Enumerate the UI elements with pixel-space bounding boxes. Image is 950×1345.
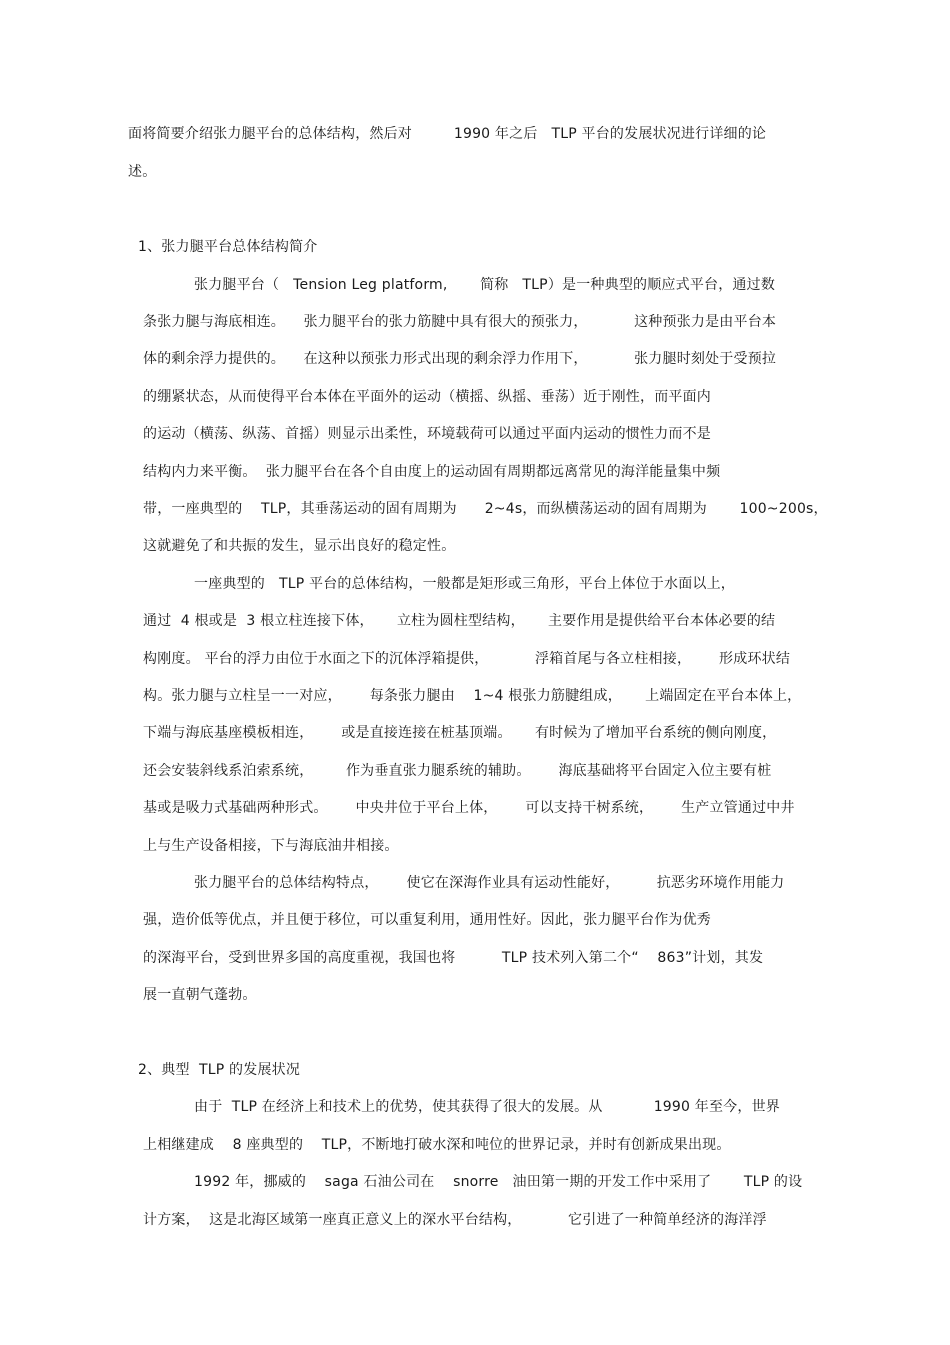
paragraph-line: 构刚度。 平台的浮力由位于水面之下的沉体浮箱提供， 浮箱首尾与各立柱相接， 形成环状结 — [143, 651, 791, 667]
paragraph-line: 带，一座典型的 TLP，其垂荡运动的固有周期为 2~4s，而纵横荡运动的固有周期为 100~200s， — [143, 501, 828, 517]
paragraph-line: 计方案， 这是北海区域第一座真正意义上的深水平台结构， 它引进了一种简单经济的海洋浮 — [143, 1212, 767, 1228]
section-1-heading: 1、张力腿平台总体结构简介 — [138, 239, 318, 255]
section-2-heading: 2、典型 TLP 的发展状况 — [138, 1062, 301, 1078]
paragraph-line: 的运动（横荡、纵荡、首摇）则显示出柔性，环境载荷可以通过平面内运动的惯性力而不是 — [143, 426, 711, 442]
paragraph-line: 的绷紧状态，从而使得平台本体在平面外的运动（横摇、纵摇、垂荡）近于刚性，而平面内 — [143, 389, 711, 405]
paragraph-line: 上相继建成 8 座典型的 TLP，不断地打破水深和吨位的世界记录，并时有创新成果出现。 — [143, 1137, 731, 1153]
intro-line-1: 面将简要介绍张力腿平台的总体结构，然后对 1990 年之后 TLP 平台的发展状况进行详细的论 — [128, 126, 767, 142]
paragraph-line: 上与生产设备相接，下与海底油井相接。 — [143, 838, 399, 854]
paragraph-line: 由于 TLP 在经济上和技术上的优势，使其获得了很大的发展。从 1990 年至今，世界 — [194, 1099, 780, 1115]
paragraph-line: 强，造价低等优点，并且便于移位，可以重复利用，通用性好。因此，张力腿平台作为优秀 — [143, 912, 711, 928]
paragraph-line: 构。张力腿与立柱呈一一对应， 每条张力腿由 1~4 根张力筋腱组成， 上端固定在平台本体上， — [143, 688, 802, 704]
paragraph-line: 还会安装斜线系泊索系统， 作为垂直张力腿系统的辅助。 海底基础将平台固定入位主要有桩 — [143, 763, 772, 779]
paragraph-line: 一座典型的 TLP 平台的总体结构，一般都是矩形或三角形，平台上体位于水面以上， — [194, 576, 735, 592]
paragraph-line: 这就避免了和共振的发生，显示出良好的稳定性。 — [143, 538, 456, 554]
paragraph-line: 基或是吸力式基础两种形式。 中央井位于平台上体， 可以支持干树系统， 生产立管通过中井 — [143, 800, 795, 816]
intro-line-2: 述。 — [128, 164, 157, 180]
paragraph-line: 1992 年，挪威的 saga 石油公司在 snorre 油田第一期的开发工作中采用了 TLP 的设 — [194, 1174, 803, 1190]
paragraph-line: 展一直朝气蓬勃。 — [143, 987, 257, 1003]
paragraph-line: 条张力腿与海底相连。 张力腿平台的张力筋腱中具有很大的预张力， 这种预张力是由平台本 — [143, 314, 777, 330]
paragraph-line: 体的剩余浮力提供的。 在这种以预张力形式出现的剩余浮力作用下， 张力腿时刻处于受预拉 — [143, 351, 777, 367]
paragraph-line: 张力腿平台的总体结构特点， 使它在深海作业具有运动性能好， 抗恶劣环境作用能力 — [194, 875, 785, 891]
paragraph-line: 下端与海底基座模板相连， 或是直接连接在桩基顶端。 有时候为了增加平台系统的侧向刚度， — [143, 725, 777, 741]
paragraph-line: 结构内力来平衡。 张力腿平台在各个自由度上的运动固有周期都远离常见的海洋能量集中频 — [143, 464, 721, 480]
paragraph-line: 的深海平台，受到世界多国的高度重视，我国也将 TLP 技术列入第二个“ 863”计划，其发 — [143, 950, 764, 966]
paragraph-line: 张力腿平台（ Tension Leg platform, 简称 TLP）是一种典型的顺应式平台，通过数 — [194, 277, 776, 293]
paragraph-line: 通过 4 根或是 3 根立柱连接下体， 立柱为圆柱型结构， 主要作用是提供给平台本体必要的结 — [143, 613, 776, 629]
